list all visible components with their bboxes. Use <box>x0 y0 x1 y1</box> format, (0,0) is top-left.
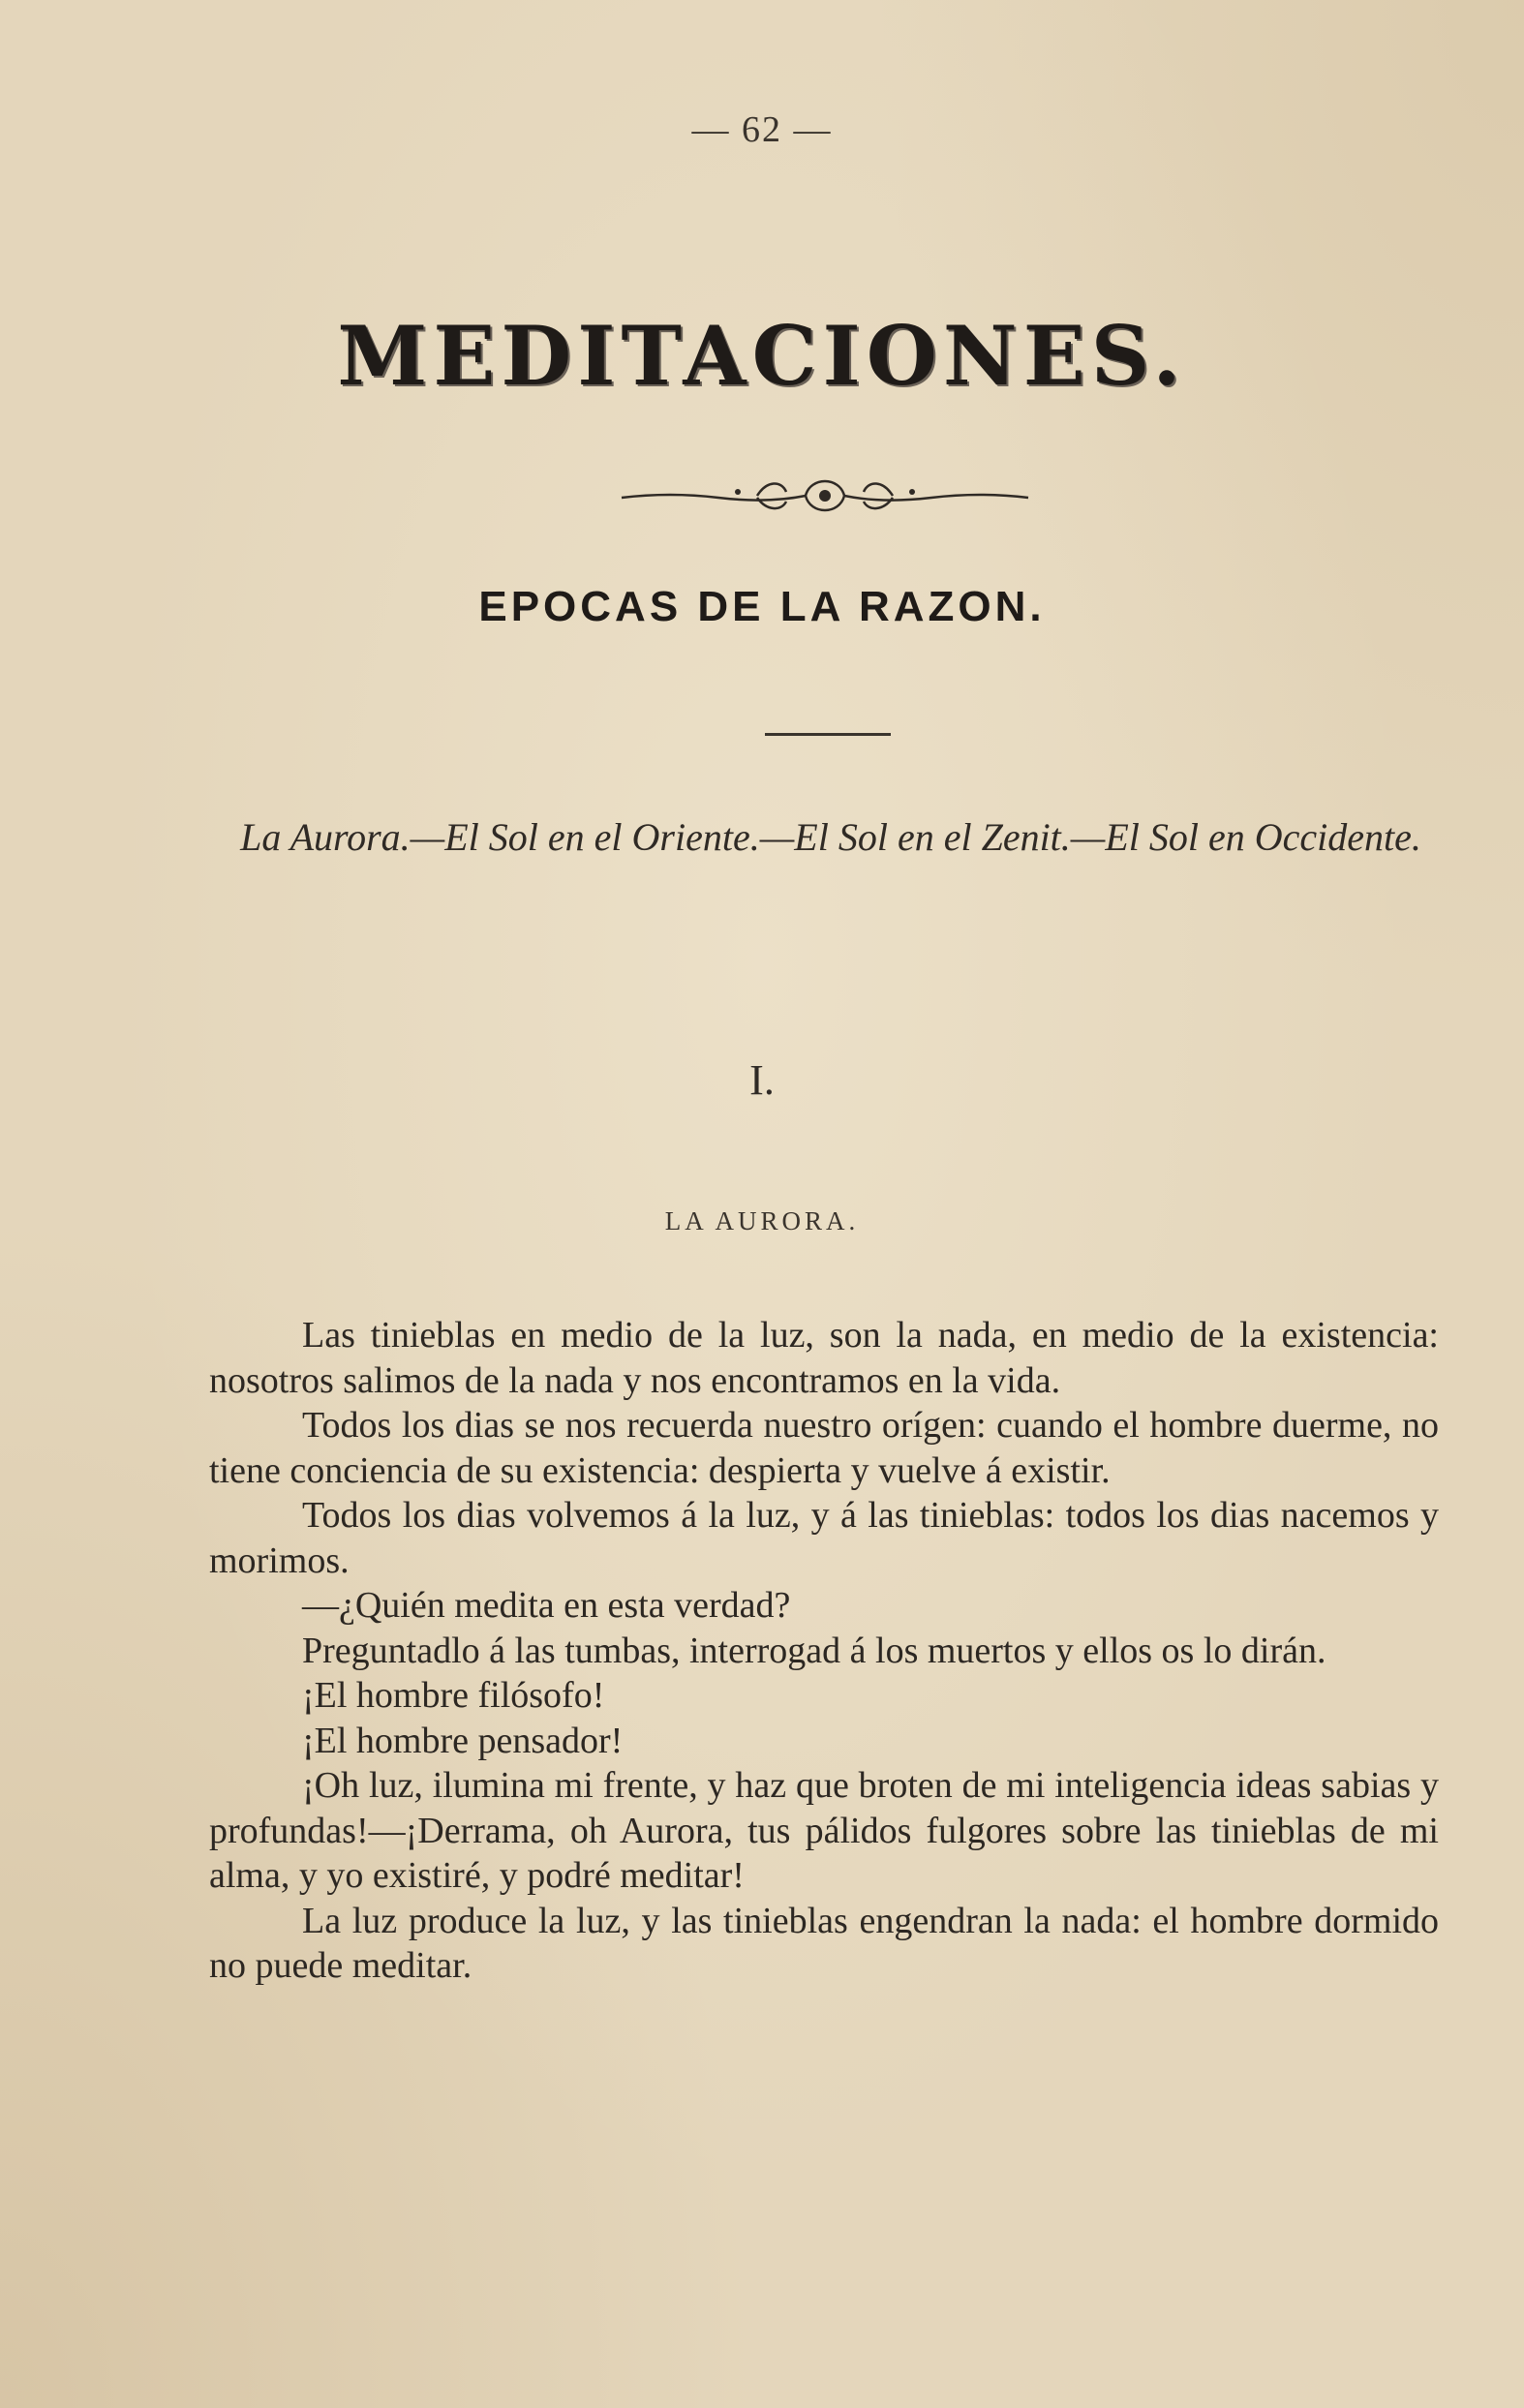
divider <box>765 733 891 736</box>
page-number: — 62 — <box>691 109 833 150</box>
chapter-number: I. <box>749 1056 775 1104</box>
paragraph: Todos los dias se nos recuerda nuestro orígen: cuando el hombre duerme, no tiene conciencia de su existencia: despierta y vuelve á existir. <box>209 1405 1439 1491</box>
section-heading: EPOCAS DE LA RAZON. <box>478 583 1046 630</box>
paragraph: Todos los dias volvemos á la luz, y á las tinieblas: todos los dias nacemos y morimos. <box>209 1495 1439 1581</box>
chapter-title: LA AURORA. <box>664 1206 860 1235</box>
paragraph: —¿Quién medita en esta verdad? <box>302 1585 791 1626</box>
paragraph: La luz produce la luz, y las tinieblas engendran la nada: el hombre dormido no puede meditar. <box>209 1900 1439 1986</box>
body-text <box>209 1313 1439 1989</box>
page-title: MEDITACIONES. <box>337 308 1187 404</box>
paragraph: Las tinieblas en medio de la luz, son la nada, en medio de la existencia: nosotros salimos de la nada y nos encontramos en la vida. <box>209 1315 1439 1401</box>
subtitle: La Aurora.—El Sol en el Oriente.—El Sol en el Zenit.—El Sol en Occidente. <box>240 815 1421 859</box>
paragraph: ¡Oh luz, ilumina mi frente, y haz que broten de mi inteligencia ideas sabias y profundas!—¡Derrama, oh Aurora, tus pálidos fulgores sobre las tinieblas de mi alma, y yo existiré, y podré meditar! <box>209 1765 1439 1896</box>
paragraph: Preguntadlo á las tumbas, interrogad á los muertos y ellos os lo dirán. <box>302 1630 1326 1671</box>
paragraph: ¡El hombre filósofo! <box>302 1675 605 1716</box>
paragraph: ¡El hombre pensador! <box>302 1720 624 1761</box>
ornament-flourish-icon <box>612 467 1038 525</box>
